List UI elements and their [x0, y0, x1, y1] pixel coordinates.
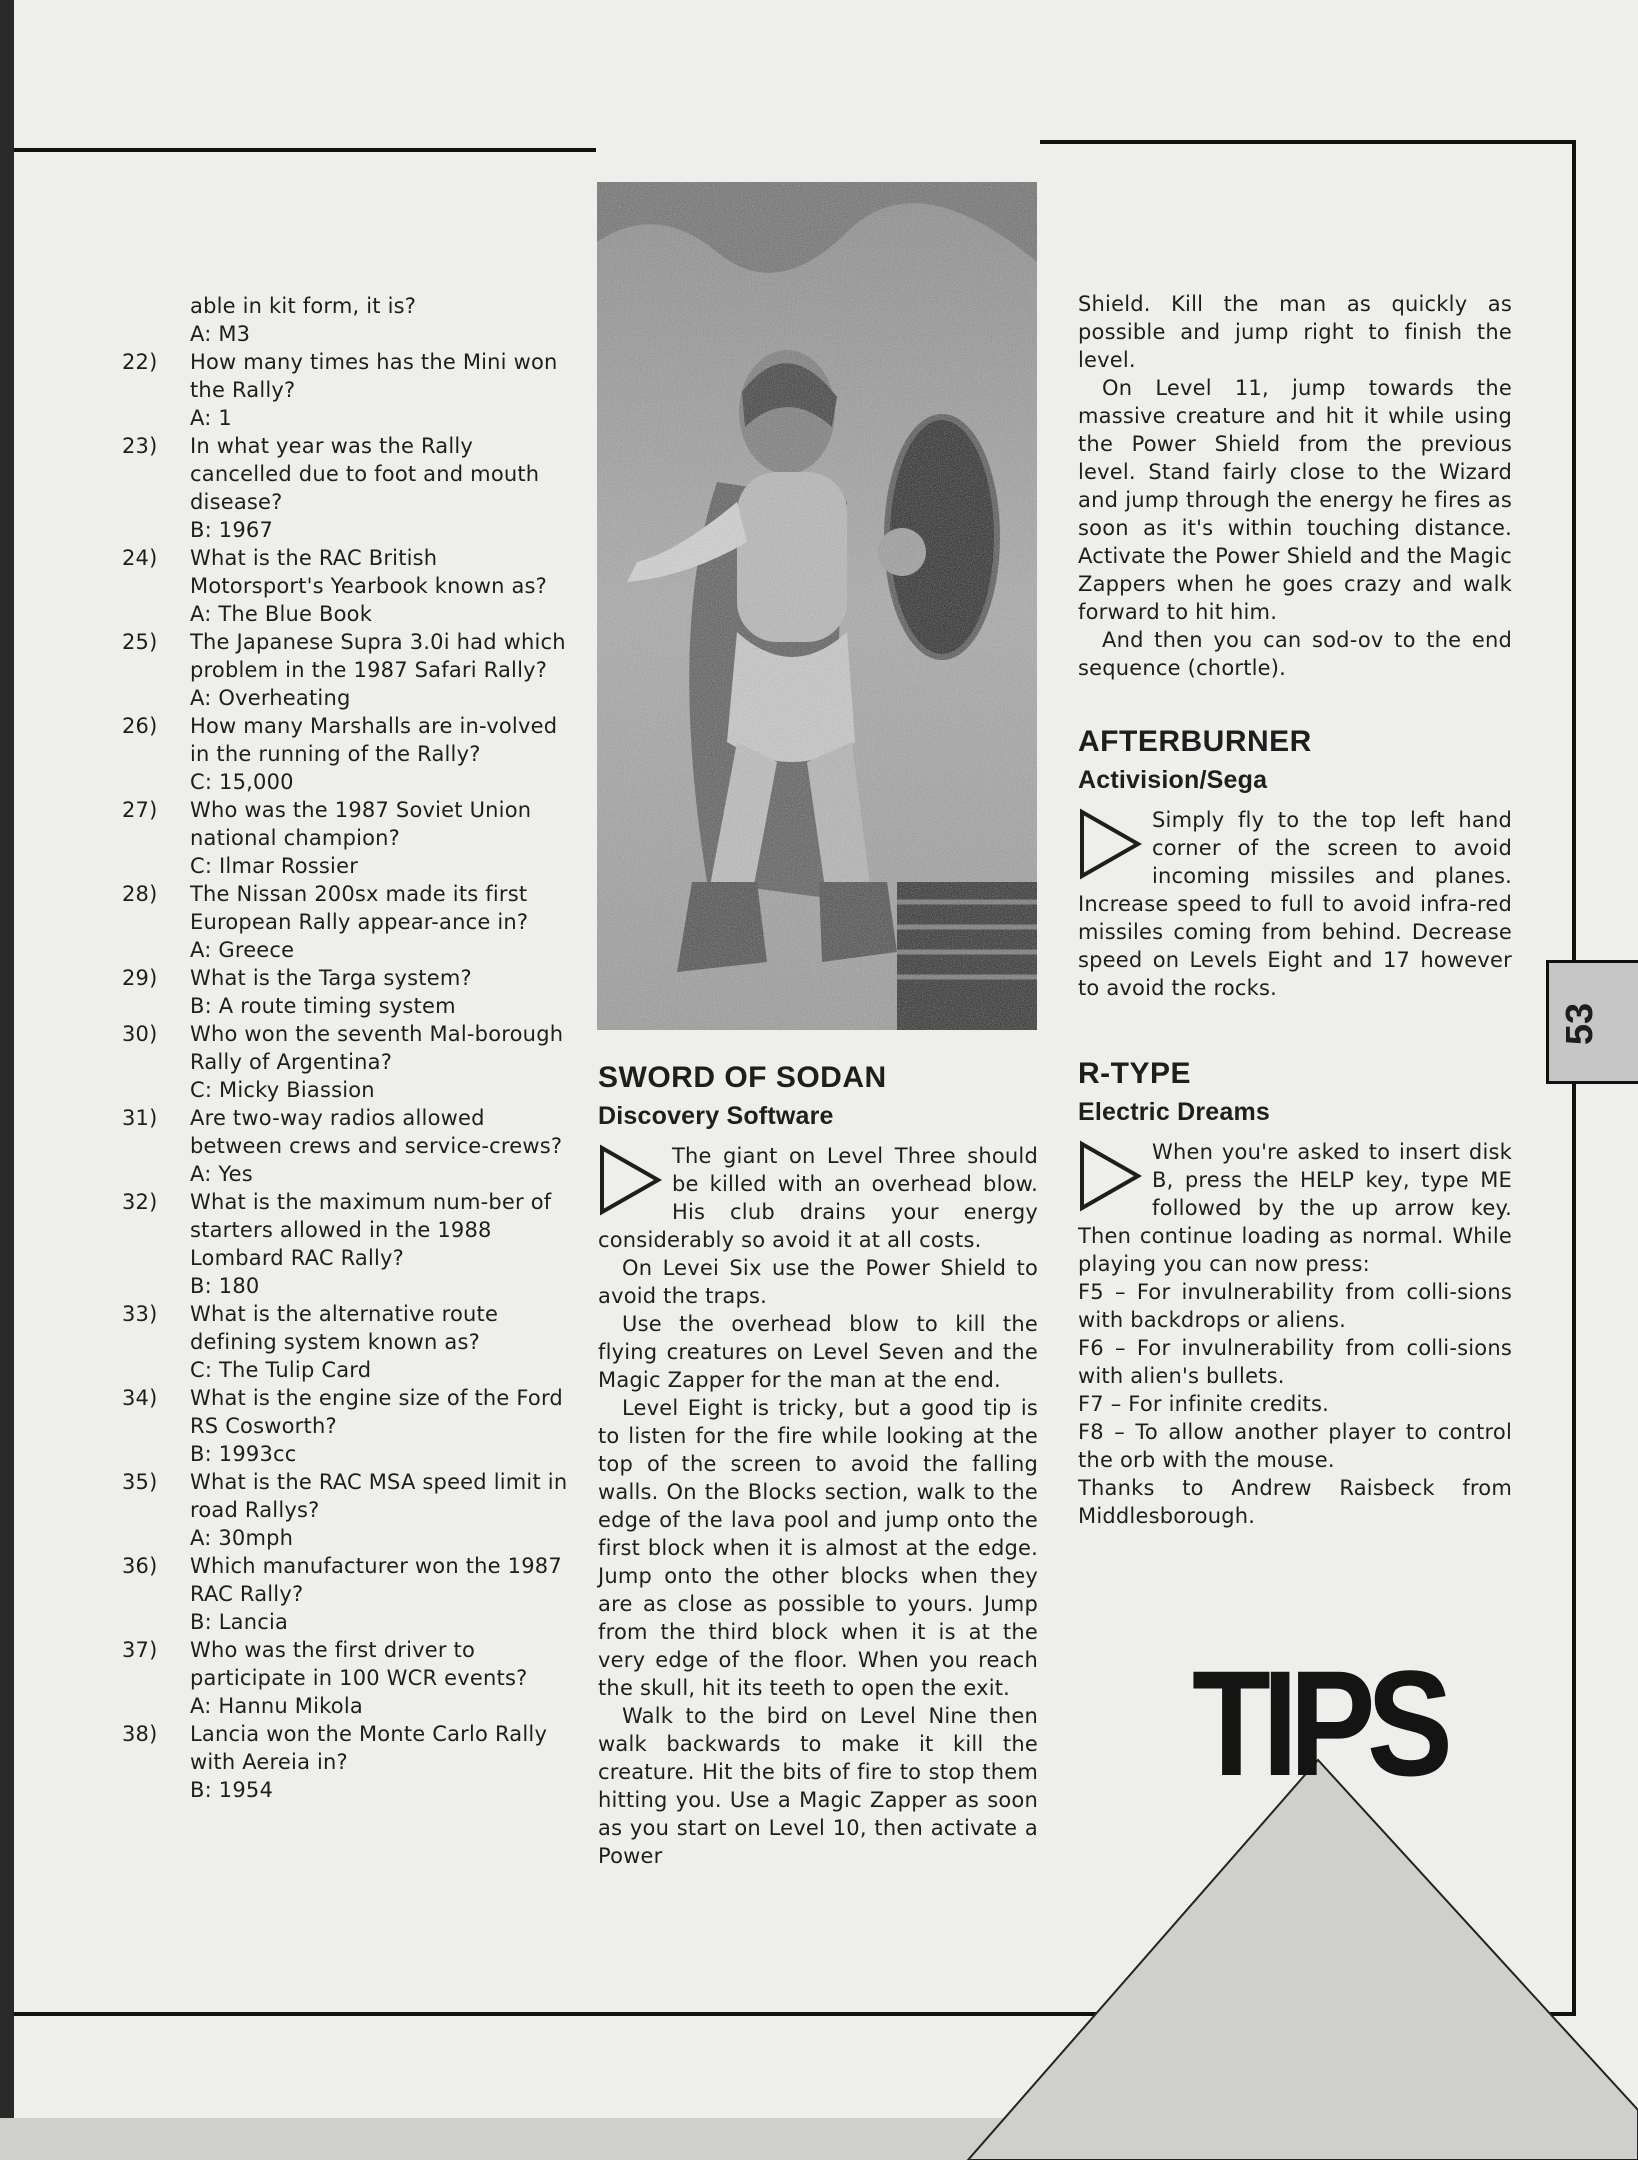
question-answer: A: 1 — [190, 406, 232, 430]
question-answer: A: 30mph — [190, 1526, 294, 1550]
question-text: What is the RAC MSA speed limit in road Rallys? — [190, 1470, 568, 1522]
quiz-question — [118, 1468, 570, 1552]
sword-continued-3: And then you can sod-ov to the end sequence (chortle). — [1078, 628, 1512, 680]
afterburner-publisher: Activision/Sega — [1078, 766, 1268, 794]
question-answer: B: 1967 — [190, 518, 274, 542]
question-text: The Nissan 200sx made its first European Rally appear-ance in? — [190, 882, 529, 934]
question-answer: B: A route timing system — [190, 994, 456, 1018]
quiz-question-list — [118, 348, 570, 1804]
question-answer: A: Hannu Mikola — [190, 1694, 363, 1718]
question-text: Who was the 1987 Soviet Union national champion? — [190, 798, 532, 850]
quiz-question — [118, 1020, 570, 1104]
question-number: 23) — [122, 434, 158, 458]
question-answer: B: Lancia — [190, 1610, 289, 1634]
afterburner-lead-paragraph — [1078, 806, 1512, 1002]
afterburner-title: AFTERBURNER — [1078, 725, 1312, 758]
quiz-question — [118, 628, 570, 712]
question-number: 36) — [122, 1554, 158, 1578]
sword-continued-1: Shield. Kill the man as quickly as possible and jump right to finish the level. — [1078, 292, 1512, 372]
rtype-title: R-TYPE — [1078, 1057, 1192, 1090]
question-text: Lancia won the Monte Carlo Rally with Aereia in? — [190, 1722, 548, 1774]
question-number: 31) — [122, 1106, 158, 1130]
quiz-question — [118, 432, 570, 544]
play-triangle-icon — [1078, 808, 1142, 880]
question-text: What is the engine size of the Ford RS Cosworth? — [190, 1386, 563, 1438]
quiz-question — [118, 964, 570, 1020]
sword-title: SWORD OF SODAN — [598, 1061, 887, 1094]
question-text: How many Marshalls are in-volved in the running of the Rally? — [190, 714, 558, 766]
page-number: 53 — [1559, 1002, 1601, 1046]
question-number: 25) — [122, 630, 158, 654]
rtype-cheat-f8: F8 – To allow another player to control the orb with the mouse. — [1078, 1420, 1512, 1472]
quiz-intro-answer: A: M3 — [190, 322, 251, 346]
afterburner-paragraph-1: Simply fly to the top left hand corner of the screen to avoid incoming missiles and planes. Increase speed to full to avoid infra-red missiles coming from behind. Decrease speed on Levels Eight and 17 however to avoid the rocks. — [1078, 808, 1512, 1000]
question-text: What is the RAC British Motorsport's Yearbook known as? — [190, 546, 548, 598]
question-answer: C: Micky Biassion — [190, 1078, 375, 1102]
question-number: 22) — [122, 350, 158, 374]
question-text: Who won the seventh Mal-borough Rally of Argentina? — [190, 1022, 564, 1074]
play-triangle-icon — [598, 1144, 662, 1216]
question-number: 34) — [122, 1386, 158, 1410]
rtype-cheat-f5: F5 – For invulnerability from colli-sions with backdrops or aliens. — [1078, 1280, 1512, 1332]
quiz-question — [118, 1188, 570, 1300]
question-answer: A: Yes — [190, 1162, 253, 1186]
rally-quiz-column — [118, 292, 570, 1804]
quiz-question — [118, 880, 570, 964]
quiz-question — [118, 712, 570, 796]
sword-paragraph-5: Walk to the bird on Level Nine then walk backwards to make it kill the creature. Hit the bits of fire to stop them hitting you. Use a Magic Zapper as soon as you start on Level 10, then activate a Power — [598, 1704, 1038, 1868]
question-answer: C: 15,000 — [190, 770, 294, 794]
rtype-lead-paragraph — [1078, 1138, 1512, 1278]
rtype-paragraph-1: When you're asked to insert disk B, press the HELP key, type ME followed by the up arrow key. Then continue loading as normal. While playing you can now press: — [1078, 1140, 1512, 1276]
rtype-cheat-f6: F6 – For invulnerability from colli-sions with alien's bullets. — [1078, 1336, 1512, 1388]
quiz-question — [118, 544, 570, 628]
quiz-question — [118, 1720, 570, 1804]
question-number: 35) — [122, 1470, 158, 1494]
rtype-credits: Thanks to Andrew Raisbeck from Middlesborough. — [1078, 1476, 1512, 1528]
question-number: 32) — [122, 1190, 158, 1214]
quiz-question — [118, 1384, 570, 1468]
sword-of-sodan-column — [598, 1060, 1038, 1870]
question-text: What is the maximum num-ber of starters allowed in the 1988 Lombard RAC Rally? — [190, 1190, 552, 1270]
question-number: 28) — [122, 882, 158, 906]
question-text: Who was the first driver to participate in 100 WCR events? — [190, 1638, 528, 1690]
play-triangle-icon — [1078, 1140, 1142, 1212]
question-text: The Japanese Supra 3.0i had which problem in the 1987 Safari Rally? — [190, 630, 566, 682]
sword-continued-2: On Level 11, jump towards the massive creature and hit it while using the Power Shield from the previous level. Stand fairly close to the Wizard and jump through the energy he fires as soon as it's within touching distance. Activate the Power Shield and the Magic Zappers when he goes crazy and walk forward to hit him. — [1078, 376, 1512, 624]
question-number: 30) — [122, 1022, 158, 1046]
question-text: In what year was the Rally cancelled due to foot and mouth disease? — [190, 434, 540, 514]
question-answer: B: 180 — [190, 1274, 260, 1298]
question-text: What is the alternative route defining system known as? — [190, 1302, 499, 1354]
sword-paragraph-4: Level Eight is tricky, but a good tip is to listen for the fire while looking at the top of the screen to avoid the falling walls. On the Blocks section, walk to the edge of the lava pool and jump onto the first block when it is almost at the edge. Jump onto the other blocks when they are as close as possible to yours. Jump from the third block when it is at the very edge of the floor. When you reach the skull, hit its teeth to open the exit. — [598, 1396, 1038, 1700]
question-answer: B: 1993cc — [190, 1442, 297, 1466]
question-text: How many times has the Mini won the Rally? — [190, 350, 558, 402]
question-number: 38) — [122, 1722, 158, 1746]
quiz-question — [118, 348, 570, 432]
sword-paragraph-1: The giant on Level Three should be killed with an overhead blow. His club drains your energy considerably so avoid it at all costs. — [598, 1144, 1038, 1252]
quiz-intro-text: able in kit form, it is? — [190, 294, 417, 318]
question-answer: C: Ilmar Rossier — [190, 854, 359, 878]
tips-logo: TIPS — [1192, 1639, 1445, 1807]
quiz-question — [118, 1300, 570, 1384]
question-number: 24) — [122, 546, 158, 570]
sword-paragraph-2: On Levei Six use the Power Shield to avoid the traps. — [598, 1256, 1038, 1308]
question-answer: B: 1954 — [190, 1778, 274, 1802]
question-number: 33) — [122, 1302, 158, 1326]
quiz-question — [118, 1104, 570, 1188]
quiz-question — [118, 796, 570, 880]
sword-paragraph-3: Use the overhead blow to kill the flying creatures on Level Seven and the Magic Zapper for the man at the end. — [598, 1312, 1038, 1392]
question-number: 26) — [122, 714, 158, 738]
sword-of-sodan-screenshot — [597, 182, 1037, 1030]
quiz-question — [118, 1636, 570, 1720]
question-text: Are two-way radios allowed between crews and service-crews? — [190, 1106, 563, 1158]
rtype-cheat-f7: F7 – For infinite credits. — [1078, 1392, 1329, 1416]
question-text: Which manufacturer won the 1987 RAC Rally? — [190, 1554, 562, 1606]
question-number: 37) — [122, 1638, 158, 1662]
quiz-question — [118, 1552, 570, 1636]
quiz-intro-continuation — [118, 292, 570, 348]
sword-lead-paragraph — [598, 1142, 1038, 1254]
question-number: 29) — [122, 966, 158, 990]
question-answer: A: Overheating — [190, 686, 351, 710]
question-number: 27) — [122, 798, 158, 822]
question-text: What is the Targa system? — [190, 966, 472, 990]
question-answer: C: The Tulip Card — [190, 1358, 372, 1382]
question-answer: A: The Blue Book — [190, 602, 373, 626]
question-answer: A: Greece — [190, 938, 295, 962]
sword-publisher: Discovery Software — [598, 1102, 834, 1130]
rtype-publisher: Electric Dreams — [1078, 1098, 1271, 1126]
right-column — [1078, 290, 1512, 1530]
